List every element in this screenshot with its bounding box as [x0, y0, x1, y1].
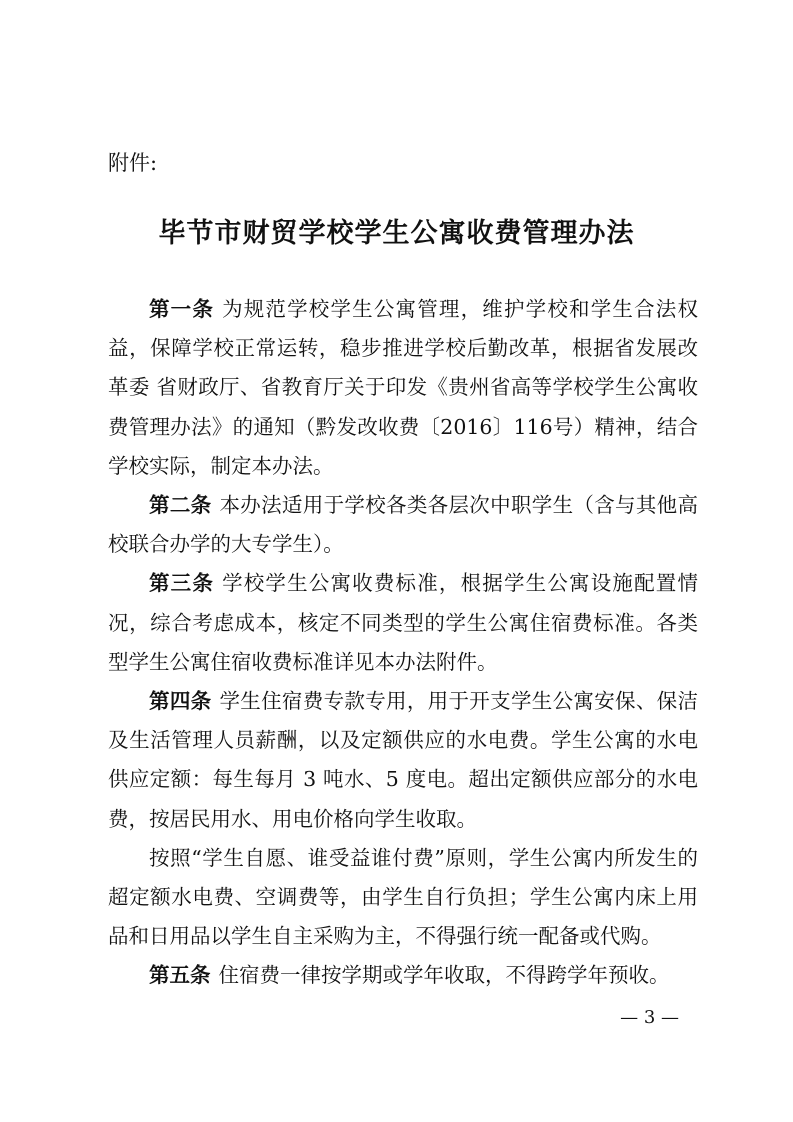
article-heading-3: 第三条 [149, 571, 215, 596]
article-paragraph-3 [108, 564, 698, 682]
article-heading-5: 第五条 [149, 963, 211, 988]
article-paragraph-2 [108, 486, 698, 564]
article-paragraph-4 [108, 682, 698, 839]
article-heading-2: 第二条 [149, 493, 212, 518]
document-title: 毕节市财贸学校学生公寓收费管理办法 [158, 218, 635, 249]
article-heading-1: 第一条 [149, 297, 215, 321]
document-body [108, 290, 698, 996]
article-paragraph-4-continued [108, 839, 698, 957]
article-text-1: 为规范学校学生公寓管理，维护学校和学生合法权益，保障学校正常运转，稳步推进学校后勤改革，根据省发展改革委 省财政厅、省教育厅关于印发《贵州省高等学校学生公寓收费管理办法》的通知（黔发改收费〔2016〕116号）精神，结合学校实际，制定本办法。 [108, 297, 698, 478]
article-heading-4: 第四条 [149, 689, 212, 714]
article-text-3: 学校学生公寓收费标准，根据学生公寓设施配置情况，综合考虑成本，核定不同类型的学生公寓住宿费标准。各类型学生公寓住宿收费标准详见本办法附件。 [108, 571, 698, 674]
page-number: — 3 — [620, 1007, 679, 1028]
article-text-5: 住宿费一律按学期或学年收取，不得跨学年预收。 [218, 963, 670, 988]
article-paragraph-5 [108, 956, 698, 995]
attachment-label: 附件: [108, 151, 158, 175]
article-text-4: 学生住宿费专款专用，用于开支学生公寓安保、保洁及生活管理人员薪酬，以及定额供应的水电费。学生公寓的水电供应定额：每生每月 3 吨水、5 度电。超出定额供应部分的水电费，按居民用水、用电价格向学生收取。 [108, 689, 699, 831]
article-paragraph-1 [108, 290, 698, 486]
article-text-4-continued: 按照“学生自愿、谁受益谁付费”原则，学生公寓内所发生的超定额水电费、空调费等，由学生自行负担；学生公寓内床上用品和日用品以学生自主采购为主，不得强行统一配备或代购。 [108, 845, 698, 949]
article-text-2: 本办法适用于学校各类各层次中职学生（含与其他高校联合办学的大专学生）。 [108, 493, 699, 557]
